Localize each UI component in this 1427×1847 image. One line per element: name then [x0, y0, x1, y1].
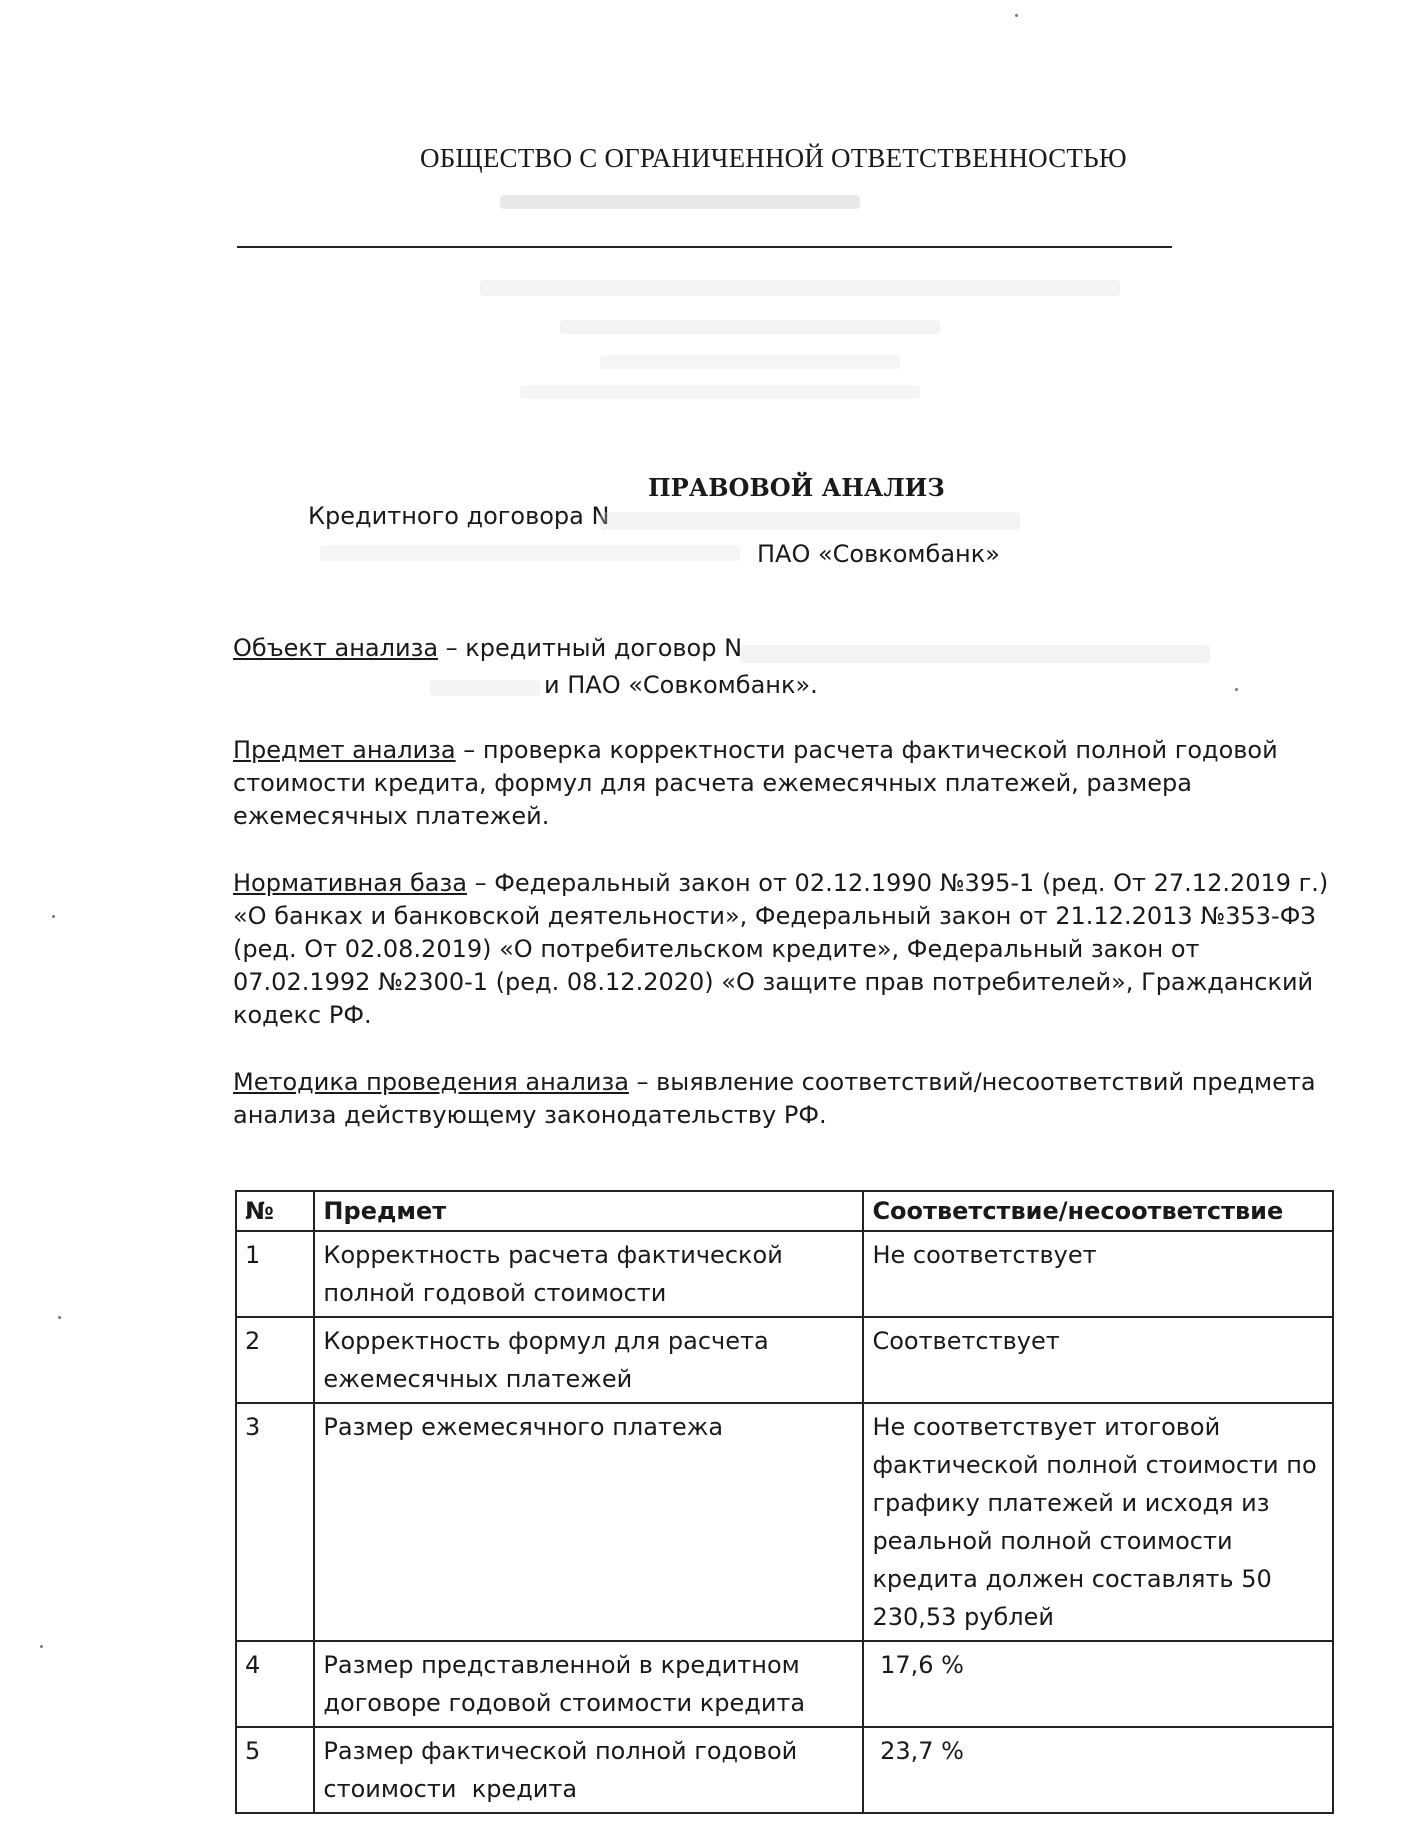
redacted-address-line-2 — [560, 320, 940, 334]
redacted-company-name — [500, 195, 860, 209]
redacted-subtitle-continuation — [320, 545, 740, 561]
row-subject: Корректность расчета фактической полной годовой стоимости — [314, 1231, 863, 1317]
object-of-analysis-term: Объект анализа — [233, 634, 439, 662]
redacted-borrower-name — [430, 680, 540, 696]
document-subtitle-line-2: ПАО «Совкомбанк» — [757, 540, 1000, 568]
redacted-address-line-1 — [480, 280, 1120, 296]
header-compliance: Соответствие/несоответствие — [863, 1191, 1333, 1231]
table-row — [236, 1641, 1333, 1727]
scan-speck — [1235, 688, 1238, 691]
header-number: № — [236, 1191, 314, 1231]
document-subtitle-line-1 — [308, 502, 609, 530]
scan-speck — [52, 915, 55, 918]
analysis-methodology — [233, 1066, 1343, 1132]
header-divider — [237, 246, 1172, 248]
redacted-contract-number — [600, 512, 1020, 530]
table-row — [236, 1231, 1333, 1317]
object-of-analysis-line-1 — [233, 634, 742, 662]
row-subject: Корректность формул для расчета ежемесячных платежей — [314, 1317, 863, 1403]
subject-of-analysis-term: Предмет анализа — [233, 736, 456, 764]
object-of-analysis-text-1: – кредитный договор N — [438, 634, 743, 662]
subtitle-contract-text: Кредитного договора N — [308, 502, 610, 530]
row-subject: Размер ежемесячного платежа — [314, 1403, 863, 1641]
row-number: 5 — [236, 1727, 314, 1813]
row-result: Не соответствует — [863, 1231, 1333, 1317]
scan-speck — [40, 1645, 43, 1648]
analysis-methodology-term: Методика проведения анализа — [233, 1068, 629, 1096]
row-subject: Размер представленной в кредитном договоре годовой стоимости кредита — [314, 1641, 863, 1727]
row-number: 2 — [236, 1317, 314, 1403]
normative-base — [233, 867, 1343, 1032]
redacted-contract-details — [740, 645, 1210, 663]
row-result: Соответствует — [863, 1317, 1333, 1403]
normative-base-text: – Федеральный закон от 02.12.1990 №395-1 (ред. От 27.12.2019 г.) «О банках и банковской деятельности», Федеральный закон от 21.12.2013 №353-ФЗ (ред. От 02.08.2019) «О потребительском кредите», Федеральный закон от 07.02.1992 №2300-1 (ред. 08.12.2020) «О защите прав потребителей», Гражданский кодекс РФ. — [233, 869, 1329, 1029]
table-row — [236, 1317, 1333, 1403]
redacted-address-line-3 — [600, 355, 900, 369]
row-number: 1 — [236, 1231, 314, 1317]
document-title: ПРАВОВОЙ АНАЛИЗ — [648, 473, 945, 502]
normative-base-term: Нормативная база — [233, 869, 467, 897]
row-result: 17,6 % — [863, 1641, 1333, 1727]
object-of-analysis-line-2: и ПАО «Совкомбанк». — [544, 671, 818, 699]
row-number: 4 — [236, 1641, 314, 1727]
redacted-address-line-4 — [520, 385, 920, 399]
row-subject: Размер фактической полной годовой стоимости кредита — [314, 1727, 863, 1813]
compliance-table — [235, 1190, 1334, 1814]
subject-of-analysis — [233, 734, 1343, 833]
analysis-methodology-text: – выявление соответствий/несоответствий предмета анализа действующему законодательству РФ. — [233, 1068, 1316, 1129]
header-subject: Предмет — [314, 1191, 863, 1231]
row-result: Не соответствует итоговой фактической полной стоимости по графику платежей и исходя из реальной полной стоимости кредита должен составлять 50 230,53 рублей — [863, 1403, 1333, 1641]
organization-title: ОБЩЕСТВО С ОГРАНИЧЕННОЙ ОТВЕТСТВЕННОСТЬЮ — [420, 143, 1127, 173]
subject-of-analysis-text: – проверка корректности расчета фактической полной годовой стоимости кредита, формул для расчета ежемесячных платежей, размера ежемесячных платежей. — [233, 736, 1278, 830]
scan-speck — [58, 1316, 61, 1319]
scan-speck — [1015, 14, 1018, 17]
table-header-row — [236, 1191, 1333, 1231]
row-result: 23,7 % — [863, 1727, 1333, 1813]
row-number: 3 — [236, 1403, 314, 1641]
table-row — [236, 1403, 1333, 1641]
table-row — [236, 1727, 1333, 1813]
